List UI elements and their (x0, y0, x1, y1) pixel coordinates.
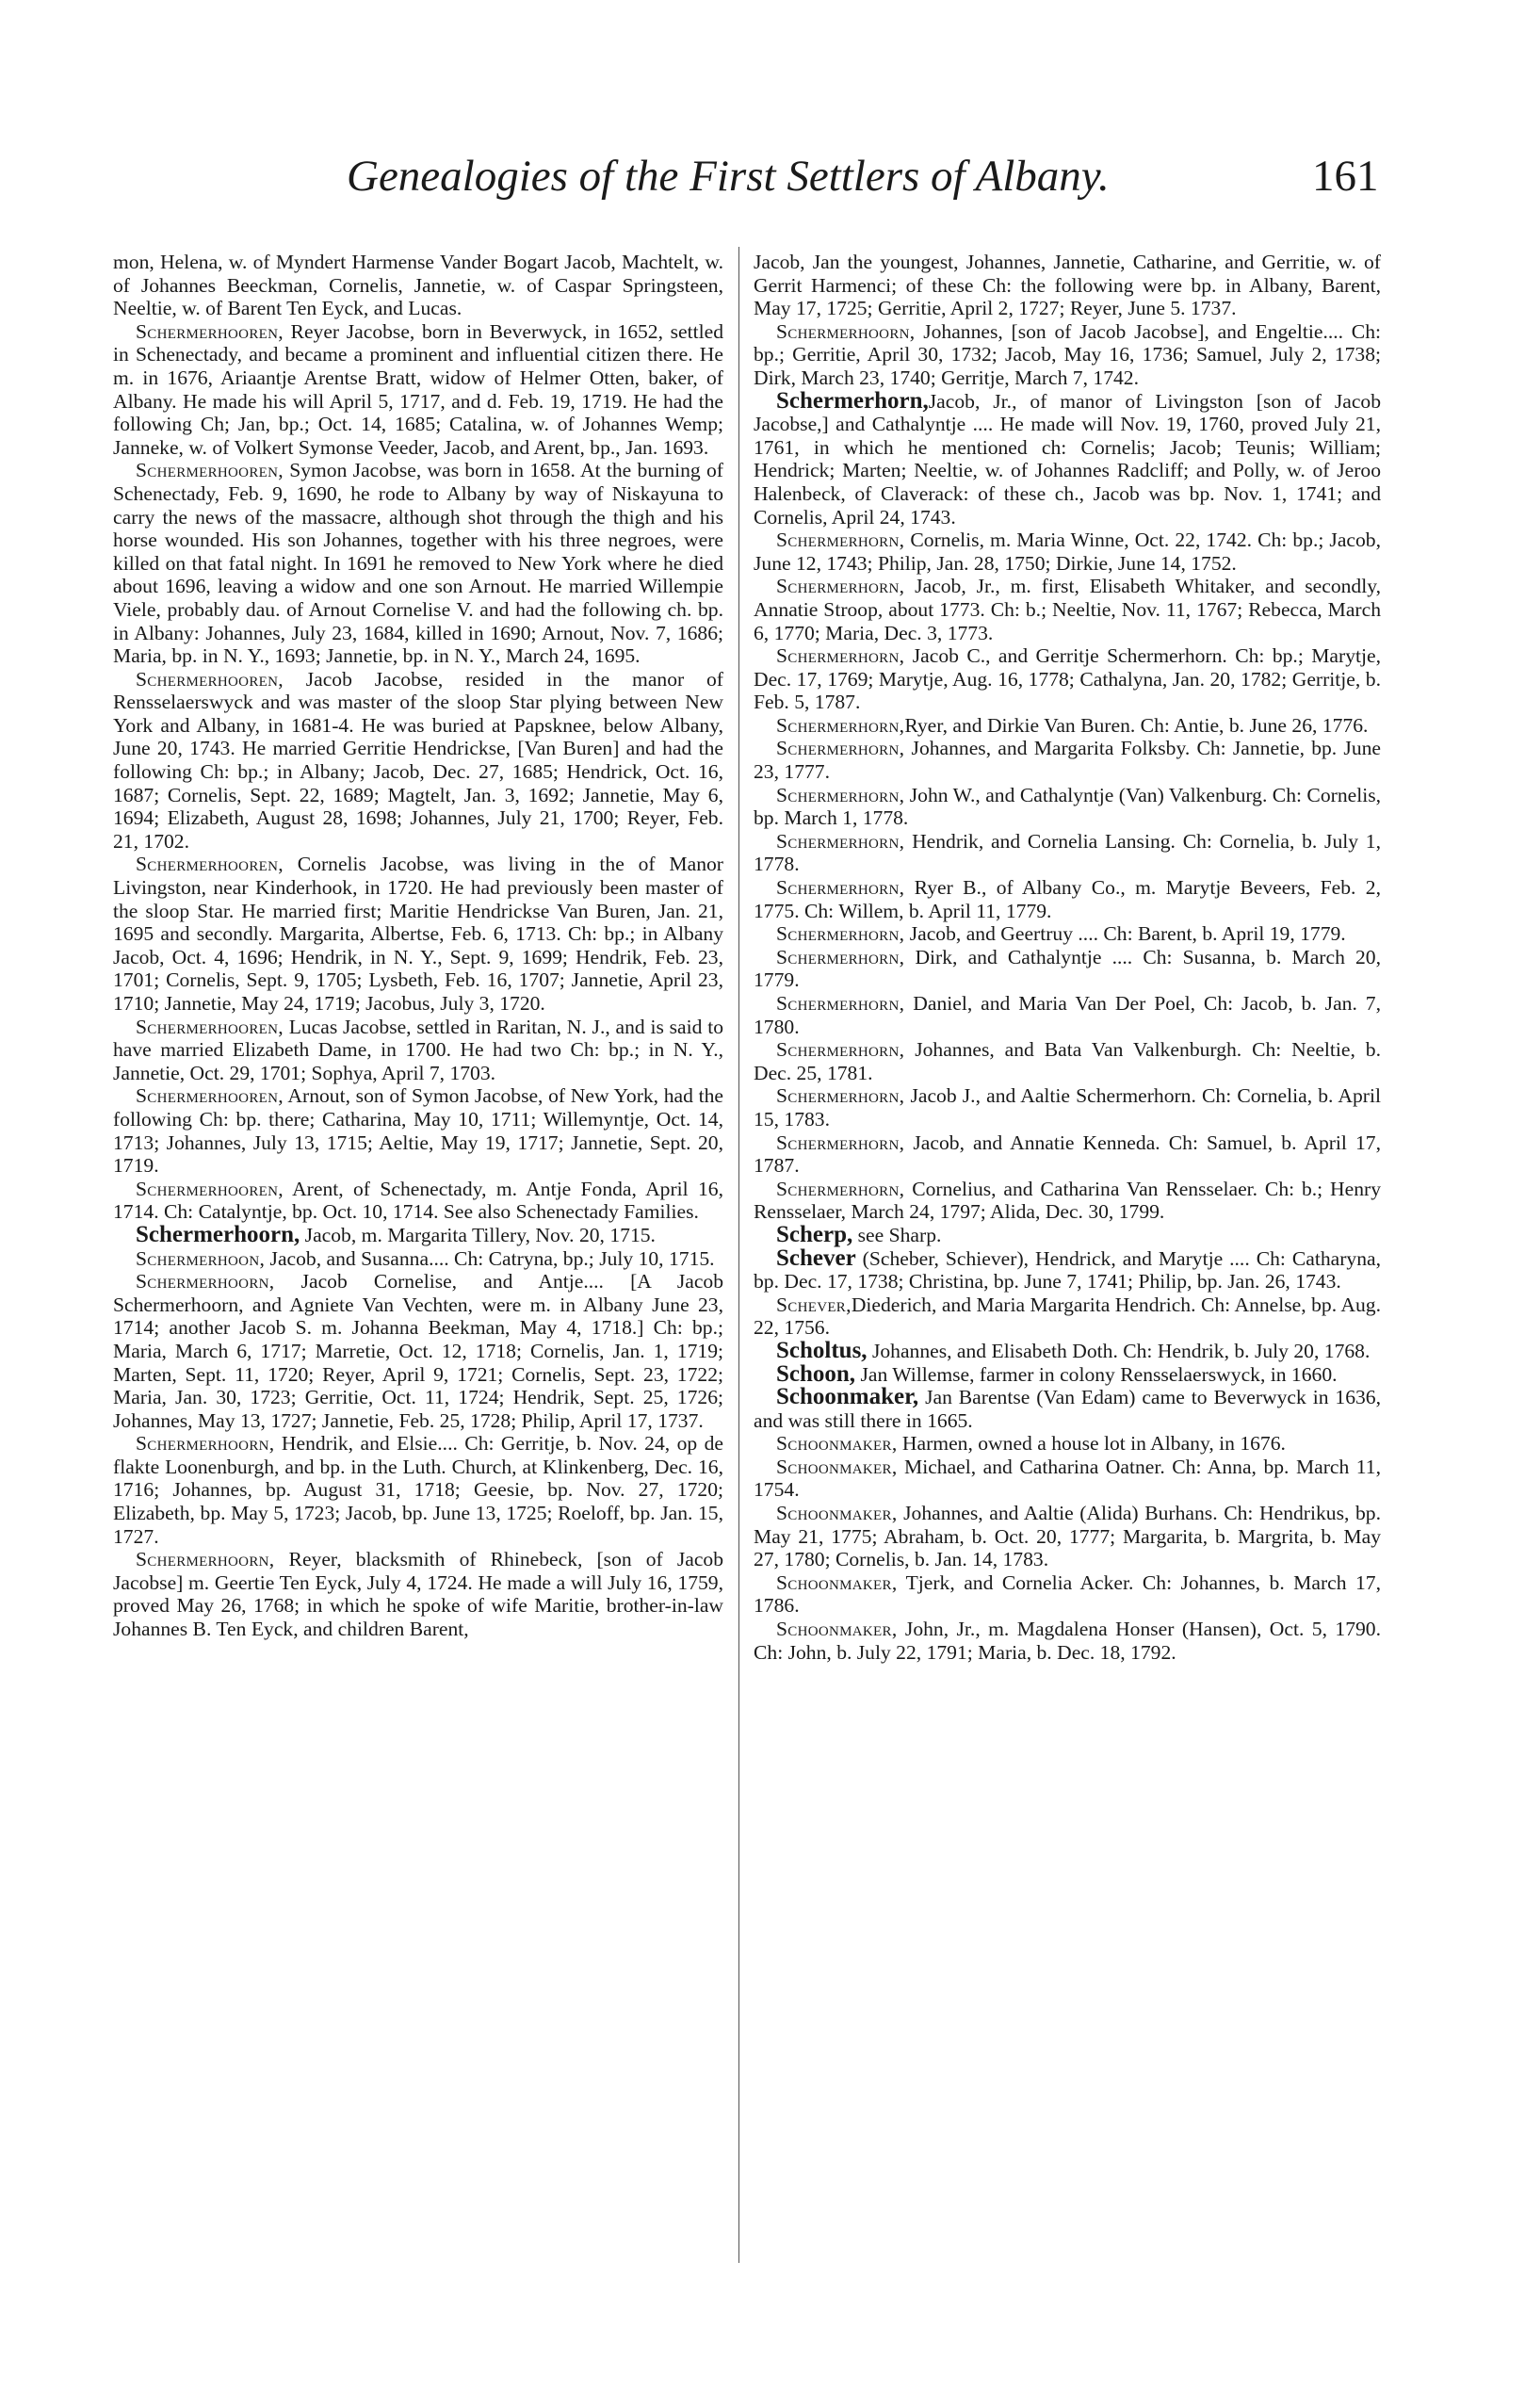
genealogy-entry (754, 992, 1381, 1038)
running-header-title: Genealogies of the First Settlers of Albany. (347, 152, 1110, 201)
genealogy-entry (754, 922, 1381, 946)
entry-surname-heading: Schermerhorn, (776, 387, 929, 414)
entry-text: Jacob J., and Aaltie Schermerhorn. Ch: Cornelia, b. April 15, 1783. (754, 1084, 1381, 1131)
genealogy-entry (754, 830, 1381, 876)
entry-text: Johannes, and Bata Van Valkenburgh. Ch: Neeltie, b. Dec. 25, 1781. (754, 1038, 1381, 1084)
genealogy-entry (754, 1337, 1381, 1363)
left-column (113, 251, 723, 1641)
genealogy-entry (754, 876, 1381, 922)
genealogy-entry (754, 1131, 1381, 1178)
entry-text: Dirk, and Cathalyntje .... Ch: Susanna, b. March 20, 1779. (754, 945, 1381, 992)
entry-surname: Schermerhooren, (136, 853, 284, 876)
entry-surname: Schermerhoorn, (776, 319, 916, 343)
entry-surname: Schoonmaker, (776, 1455, 898, 1478)
genealogy-entry (113, 320, 723, 460)
entry-surname-heading: Schoonmaker, (776, 1384, 919, 1410)
entry-surname: Schermerhooren, (136, 1015, 284, 1038)
genealogy-entry (754, 946, 1381, 992)
entry-surname: Schermerhorn, (776, 945, 905, 968)
genealogy-entry (113, 1221, 723, 1247)
genealogy-entry (754, 784, 1381, 830)
entry-text: see Sharp. (852, 1223, 942, 1246)
genealogy-entry (113, 1548, 723, 1640)
genealogy-entry (754, 387, 1381, 529)
entry-surname: Schermerhooren, (136, 1084, 284, 1108)
genealogy-entry (754, 529, 1381, 575)
genealogy-entry (754, 1456, 1381, 1502)
entry-text: Johannes, [son of Jacob Jacobse], and Engeltie.... Ch: bp.; Gerritie, April 30, 1732; Jacob, May 16, 1736; Samuel, July 2, 1738; Dirk, March 23, 1740; Gerritje, March 7, 1742. (754, 319, 1381, 389)
entry-text: Jacob, and Geertruy .... Ch: Barent, b. April 19, 1779. (904, 922, 1346, 946)
entry-text: Arent, of Schenectady, m. Antje Fonda, April 16, 1714. Ch: Catalyntje, bp. Oct. 10, 1714. See also Schenectady Families. (113, 1177, 723, 1224)
entry-text: Diederich, and Maria Margarita Hendrich. Ch: Annelse, bp. Aug. 22, 1756. (754, 1293, 1381, 1340)
entry-text: Cornelius, and Catharina Van Rensselaer. Ch: b.; Henry Rensselaer, March 24, 1797; Alida, Dec. 30, 1799. (754, 1177, 1381, 1224)
entry-text: Daniel, and Maria Van Der Poel, Ch: Jacob, b. Jan. 7, 1780. (754, 992, 1381, 1038)
genealogy-entry (113, 1084, 723, 1177)
entry-surname: Schoonmaker, (776, 1502, 898, 1525)
genealogy-entry: mon, Helena, w. of Myndert Harmense Vander Bogart Jacob, Machtelt, w. of Johannes Beeckman, Cornelis, Jannetie, w. of Caspar Springsteen, Neeltie, w. of Barent Ten Eyck, and Lucas. (113, 251, 723, 320)
entry-surname: Schermerhorn, (776, 1131, 905, 1154)
entry-surname: Schermerhorn, (776, 783, 905, 806)
entry-surname-heading: Scherp, (776, 1221, 853, 1247)
entry-text: Jacob Cornelise, and Antje.... [A Jacob Schermerhoorn, and Agniete Van Vechten, were m. in Albany June 23, 1714; another Jacob S. m. Johanna Beekman, May 4, 1718.] Ch: bp.; Maria, March 6, 1717; Marretie, Oct. 12, 1718; Cornelis, Jan. 1, 1719; Marten, Sept. 11, 1720; Reyer, April 9, 1721; Cornelis, Sept. 23, 1722; Maria, Jan. 30, 1723; Gerritie, Oct. 11, 1724; Hendrik, Sept. 25, 1726; Johannes, May 13, 1727; Jannetie, Feb. 25, 1728; Philip, April 17, 1737. (113, 1270, 723, 1432)
genealogy-entry (754, 1502, 1381, 1571)
entry-surname: Schermerhorn, (776, 1177, 905, 1200)
entry-text: Reyer Jacobse, born in Beverwyck, in 1652, settled in Schenectady, and became a prominent and influential citizen there. He m. in 1676, Ariaantje Arentse Bratt, widow of Helmer Otten, baker, of Albany. He made his will April 5, 1717, and d. Feb. 19, 1719. He had the following Ch; Jan, bp.; Oct. 14, 1685; Catalina, w. of Johannes Wemp; Janneke, w. of Volkert Symonse Veeder, Jacob, and Arent, bp., Jan. 1693. (113, 319, 723, 459)
entry-text: Cornelis Jacobse, was living in the of Manor Livingston, near Kinderhook, in 1720. He had previously been master of the sloop Star. He married first; Maritie Hendrickse Van Buren, Jan. 21, 1695 and secondly. Margarita, Albertse, Feb. 6, 1713. Ch: bp.; in Albany Jacob, Oct. 4, 1696; Hendrik, in N. Y., Sept. 9, 1699; Hendrik, Feb. 23, 1701; Cornelis, Sept. 9, 1705; Lysbeth, Feb. 16, 1707; Jannetie, April 23, 1710; Jannetie, May 24, 1719; Jacobus, July 3, 1720. (113, 853, 723, 1015)
entry-surname: Schoonmaker, (776, 1618, 898, 1641)
entry-surname: Schermerhoorn, (136, 1432, 275, 1456)
genealogy-entry (754, 737, 1381, 783)
entry-text: Lucas Jacobse, settled in Raritan, N. J., and is said to have married Elizabeth Dame, in 1700. He had two Ch: bp.; in N. Y., Jannetie, Oct. 29, 1701; Sophya, April 7, 1703. (113, 1015, 723, 1084)
genealogy-entry (754, 644, 1381, 714)
entry-text: Jan Willemse, farmer in colony Rensselaerswyck, in 1660. (855, 1362, 1338, 1386)
entry-surname: Schermerhorn, (776, 529, 905, 552)
entry-text: Jan Barentse (Van Edam) came to Beverwyck in 1636, and was still there in 1665. (754, 1386, 1381, 1432)
entry-text: Tjerk, and Cornelia Acker. Ch: Johannes, b. March 17, 1786. (754, 1570, 1381, 1618)
genealogy-entry (113, 1270, 723, 1432)
entry-text: Jacob, and Annatie Kenneda. Ch: Samuel, b. April 17, 1787. (754, 1131, 1381, 1178)
entry-text: Arnout, son of Symon Jacobse, of New York, had the following Ch: bp. there; Catharina, May 10, 1711; Willemyntje, Oct. 14, 1713; Johannes, July 13, 1715; Aeltie, May 19, 1717; Jannetie, Sept. 20, 1719. (113, 1084, 723, 1178)
entry-text: John, Jr., m. Magdalena Honser (Hansen), Oct. 5, 1790. Ch: John, b. July 22, 1791; Maria, b. Dec. 18, 1792. (754, 1618, 1381, 1664)
column-divider (738, 247, 739, 2263)
entry-text: Ryer, and Dirkie Van Buren. Ch: Antie, b. June 26, 1776. (904, 713, 1369, 737)
entry-surname: Schermerhooren, (136, 1177, 284, 1200)
entry-surname: Schermerhooren, (136, 667, 284, 691)
entry-text: Jacob C., and Gerritje Schermerhorn. Ch: bp.; Marytje, Dec. 17, 1769; Marytje, Aug. 16, 1778; Cathalyna, Jan. 20, 1782; Gerritje, b. Feb. 5, 1787. (754, 644, 1381, 714)
genealogy-entry (754, 1247, 1381, 1293)
entry-text: Hendrik, and Elsie.... Ch: Gerritje, b. Nov. 24, op de flakte Loonenburgh, and bp. in the Luth. Church, at Klinkenberg, Dec. 16, 1716; Johannes, bp. August 31, 1718; Geesie, bp. Nov. 27, 1720; Elizabeth, bp. May 5, 1723; Jacob, bp. June 13, 1725; Roeloff, bp. Jan. 15, 1727. (113, 1432, 723, 1548)
genealogy-entry (754, 1038, 1381, 1084)
entry-text: Jacob Jacobse, resided in the manor of Rensselaerswyck and was master of the sloop Star plying between New York and Albany, in 1681-4. He was buried at Papsknee, below Albany, June 20, 1743. He married Gerritie Hendrickse, [Van Buren] and had the following Ch: bp.; in Albany; Jacob, Dec. 27, 1685; Hendrick, Oct. 16, 1687; Cornelis, Sept. 22, 1689; Magtelt, Jan. 3, 1692; Jannetie, May 6, 1694; Elizabeth, August 28, 1698; Johannes, July 21, 1700; Reyer, Feb. 21, 1702. (113, 667, 723, 853)
entry-text: Symon Jacobse, was born in 1658. At the burning of Schenectady, Feb. 9, 1690, he rode to Albany by way of Niskayuna to carry the news of the massacre, although shot through the thigh and his horse wounded. His son Johannes, together with his three negroes, were killed on that fatal night. In 1691 he removed to New York where he died about 1696, leaving a widow and one son Arnout. He married Willempie Viele, probably dau. of Arnout Cornelise V. and had the following ch. bp. in Albany: Johannes, July 23, 1684, killed in 1690; Arnout, Nov. 7, 1686; Maria, bp. in N. Y., 1693; Jannetie, bp. in N. Y., March 24, 1695. (113, 459, 723, 668)
entry-text: Johannes, and Margarita Folksby. Ch: Jannetie, bp. June 23, 1777. (754, 737, 1381, 784)
genealogy-entry (113, 459, 723, 667)
entry-text: Jacob, and Susanna.... Ch: Catryna, bp.; July 10, 1715. (265, 1246, 715, 1270)
genealogy-entry (113, 1016, 723, 1085)
entry-surname: Schermerhorn, (776, 737, 905, 760)
genealogy-entry: Jacob, Jan the youngest, Johannes, Jannetie, Catharine, and Gerritie, w. of Gerrit Harmenci; of these Ch: the following were bp. in Albany, Barent, May 17, 1725; Gerritie, April 2, 1727; Reyer, June 5. 1737. (754, 251, 1381, 320)
entry-surname: Schermerhorn, (776, 713, 905, 737)
entry-surname: Schoonmaker, (776, 1432, 898, 1456)
entry-surname: Schermerhooren, (136, 459, 284, 482)
entry-surname: Schoonmaker, (776, 1570, 898, 1594)
right-column (754, 251, 1381, 1664)
entry-surname: Schermerhoon, (136, 1246, 266, 1270)
entry-surname: Schever, (776, 1293, 852, 1316)
genealogy-entry (754, 1084, 1381, 1131)
entry-surname: Schermerhorn, (776, 1084, 905, 1108)
entry-surname-heading: Schoon, (776, 1360, 856, 1387)
genealogy-entry (754, 1618, 1381, 1664)
genealogy-entry (113, 853, 723, 1015)
genealogy-entry (754, 1432, 1381, 1456)
entry-surname: Schermerhorn, (776, 829, 905, 853)
entry-text: Jacob, m. Margarita Tillery, Nov. 20, 1715. (300, 1223, 656, 1246)
genealogy-entry (754, 575, 1381, 644)
entry-text: Reyer, blacksmith of Rhinebeck, [son of Jacob Jacobse] m. Geertie Ten Eyck, July 4, 1724. He made a will July 16, 1759, proved May 26, 1768; in which he spoke of wife Maritie, brother-in-law Johannes B. Ten Eyck, and children Barent, (113, 1548, 723, 1641)
genealogy-entry (754, 1293, 1381, 1340)
entry-surname: Schermerhooren, (136, 319, 284, 343)
entry-surname-heading: Scholtus, (776, 1337, 868, 1363)
entry-text: Ryer B., of Albany Co., m. Marytje Beveers, Feb. 2, 1775. Ch: Willem, b. April 11, 1779. (754, 876, 1381, 922)
entry-text: Hendrik, and Cornelia Lansing. Ch: Cornelia, b. July 1, 1778. (754, 829, 1381, 876)
entry-surname-heading: Schever (776, 1245, 856, 1271)
entry-surname: Schermerhorn, (776, 876, 905, 900)
entry-text: Harmen, owned a house lot in Albany, in 1676. (897, 1432, 1286, 1456)
entry-surname: Schermerhorn, (776, 575, 905, 598)
genealogy-entry (754, 1571, 1381, 1618)
entry-text: John W., and Cathalyntje (Van) Valkenburg. Ch: Cornelis, bp. March 1, 1778. (754, 783, 1381, 830)
entry-text: Johannes, and Elisabeth Doth. Ch: Hendrik, b. July 20, 1768. (867, 1339, 1371, 1362)
genealogy-entry (754, 320, 1381, 390)
entry-surname: Schermerhorn, (776, 922, 905, 946)
entry-surname: Schermerhorn, (776, 992, 905, 1015)
genealogy-entry (113, 1178, 723, 1224)
entry-text: (Scheber, Schiever), Hendrick, and Marytje .... Ch: Catharyna, bp. Dec. 17, 1738; Christina, bp. June 7, 1741; Philip, bp. Jan. 26, 1743. (754, 1246, 1381, 1293)
entry-text: Michael, and Catharina Oatner. Ch: Anna, bp. March 11, 1754. (754, 1455, 1381, 1502)
entry-text: Jacob, Jr., of manor of Livingston [son of Jacob Jacobse,] and Cathalyntje .... He made will Nov. 19, 1760, proved July 21, 1761, in which he mentioned ch: Cornelis; Jacob; Teunis; William; Hendrick; Marten; Neeltie, w. of Johannes Radcliff; and Polly, w. of Jeroo Halenbeck, of Claverack: of these ch., Jacob was bp. Nov. 1, 1741; and Cornelis, April 24, 1743. (754, 389, 1381, 529)
entry-text: Cornelis, m. Maria Winne, Oct. 22, 1742. Ch: bp.; Jacob, June 12, 1743; Philip, Jan. 28, 1750; Dirkie, June 14, 1752. (754, 529, 1381, 575)
entry-surname: Schermerhorn, (776, 1038, 905, 1062)
genealogy-entry (754, 1386, 1381, 1432)
genealogy-entry (754, 1178, 1381, 1224)
genealogy-entry (754, 1221, 1381, 1247)
entry-text: Jacob, Jr., m. first, Elisabeth Whitaker, and secondly, Annatie Stroop, about 1773. Ch: b.; Neeltie, Nov. 11, 1767; Rebecca, March 6, 1770; Maria, Dec. 3, 1773. (754, 575, 1381, 644)
genealogy-entry (113, 1247, 723, 1271)
genealogy-entry (754, 1360, 1381, 1387)
entry-text: Johannes, and Aaltie (Alida) Burhans. Ch: Hendrikus, bp. May 21, 1775; Abraham, b. Oct. 20, 1777; Margarita, b. Margrita, b. May 27, 1780; Cornelis, b. Jan. 14, 1783. (754, 1502, 1381, 1571)
entry-surname: Schermerhorn, (776, 644, 905, 668)
genealogy-entry (113, 1432, 723, 1548)
genealogy-entry (113, 668, 723, 854)
entry-surname: Schermerhoorn, (136, 1270, 275, 1293)
page-number: 161 (1312, 152, 1379, 201)
genealogy-entry (754, 714, 1381, 738)
entry-surname: Schermerhoorn, (136, 1548, 275, 1571)
entry-surname-heading: Schermerhoorn, (136, 1221, 300, 1247)
